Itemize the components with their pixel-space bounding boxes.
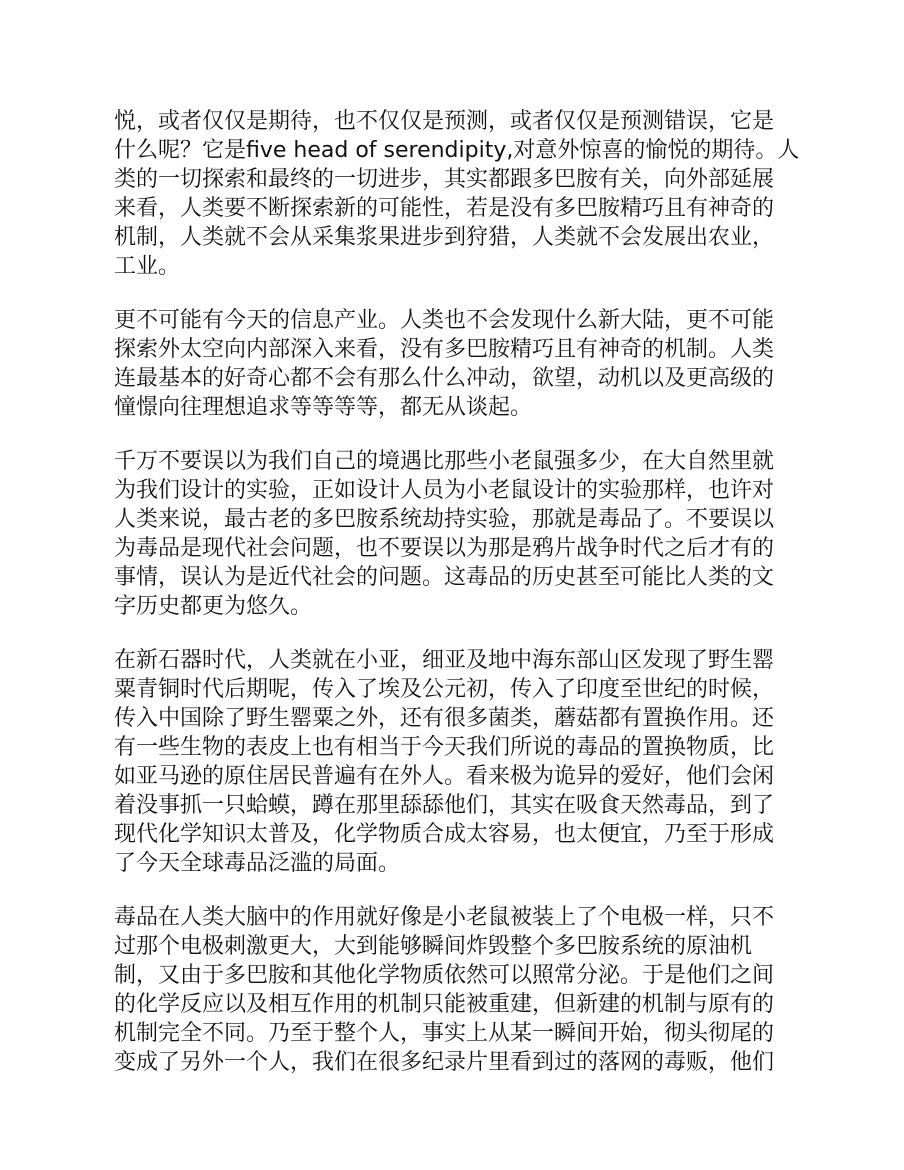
text-line: 事情，误认为是近代社会的问题。这毒品的历史甚至可能比人类的文 (114, 565, 775, 590)
text-line: 更不可能有今天的信息产业。人类也不会发现什么新大陆，更不可能 (114, 308, 775, 333)
text-line: 毒品在人类大脑中的作用就好像是小老鼠被装上了个电极一样，只不 (114, 905, 775, 930)
text-line: 千万不要误以为我们自己的境遇比那些小老鼠强多少，在大自然里就 (114, 449, 775, 474)
text-line: 为毒品是现代社会问题，也不要误以为那是鸦片战争时代之后才有的 (114, 536, 775, 561)
text-line: 连最基本的好奇心都不会有那么什么冲动，欲望，动机以及更高级的 (114, 366, 775, 391)
text-line: 粟青铜时代后期呢，传入了埃及公元初，传入了印度至世纪的时候， (114, 677, 775, 702)
text-line: 了今天全球毒品泛滥的局面。 (114, 851, 401, 876)
text-line: 传入中国除了野生罂粟之外，还有很多菌类，蘑菇都有置换作用。还 (114, 706, 775, 731)
text-line: 什么呢？它是five head of serendipity,对意外惊喜的愉悦的期待。人 (114, 138, 800, 163)
text-line: 机制，人类就不会从采集浆果进步到狩猎，人类就不会发展出农业， (114, 225, 775, 250)
text-line: 悦，或者仅仅是期待，也不仅仅是预测，或者仅仅是预测错误，它是 (114, 109, 775, 134)
document-page (114, 107, 800, 1102)
paragraph-3 (114, 447, 782, 621)
text-line: 类的一切探索和最终的一切进步，其实都跟多巴胺有关，向外部延展 (114, 167, 775, 192)
paragraph-2 (114, 306, 782, 422)
text-line: 工业。 (114, 254, 181, 279)
text-line: 变成了另外一个人，我们在很多纪录片里看到过的落网的毒贩，他们 (114, 1050, 775, 1075)
text-line: 来看，人类要不断探索新的可能性，若是没有多巴胺精巧且有神奇的 (114, 196, 775, 221)
text-line: 为我们设计的实验，正如设计人员为小老鼠设计的实验那样，也许对 (114, 478, 775, 503)
paragraph-4 (114, 646, 782, 878)
text-line: 探索外太空向内部深入来看，没有多巴胺精巧且有神奇的机制。人类 (114, 337, 775, 362)
text-line: 过那个电极刺激更大，大到能够瞬间炸毁整个多巴胺系统的原油机 (114, 934, 753, 959)
text-line: 憧憬向往理想追求等等等等，都无从谈起。 (114, 395, 533, 420)
text-line: 机制完全不同。乃至于整个人，事实上从某一瞬间开始，彻头彻尾的 (114, 1021, 775, 1046)
text-line: 有一些生物的表皮上也有相当于今天我们所说的毒品的置换物质，比 (114, 735, 775, 760)
text-line: 制，又由于多巴胺和其他化学物质依然可以照常分泌。于是他们之间 (114, 963, 775, 988)
text-line: 字历史都更为悠久。 (114, 594, 313, 619)
text-line: 现代化学知识太普及，化学物质合成太容易，也太便宜，乃至于形成 (114, 822, 775, 847)
paragraph-1 (114, 107, 800, 281)
text-line: 在新石器时代，人类就在小亚，细亚及地中海东部山区发现了野生罂 (114, 648, 775, 673)
text-line: 着没事抓一只蛤蟆，蹲在那里舔舔他们，其实在吸食天然毒品，到了 (114, 793, 775, 818)
text-line: 人类来说，最古老的多巴胺系统劫持实验，那就是毒品了。不要误以 (114, 507, 775, 532)
paragraph-5 (114, 903, 782, 1077)
text-line: 如亚马逊的原住居民普遍有在外人。看来极为诡异的爱好，他们会闲 (114, 764, 775, 789)
text-line: 的化学反应以及相互作用的机制只能被重建，但新建的机制与原有的 (114, 992, 775, 1017)
